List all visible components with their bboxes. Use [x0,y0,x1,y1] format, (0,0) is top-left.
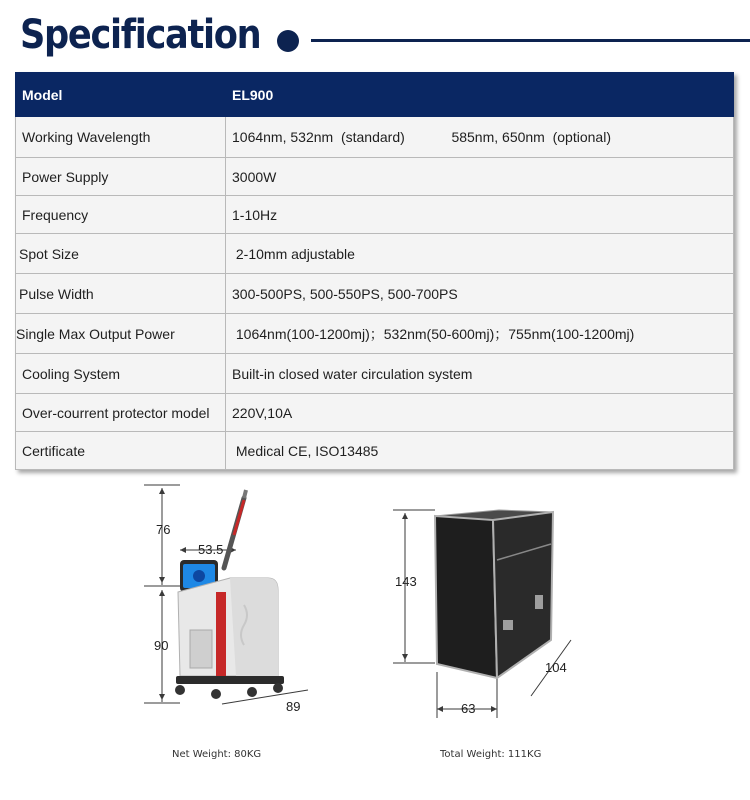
net-weight-caption: Net Weight: 80KG [172,749,262,760]
row-label: Power Supply [16,158,226,196]
laser-arm-icon [224,490,246,568]
title-rule [311,39,750,42]
row-value: Medical CE, ISO13485 [226,432,734,470]
table-row [16,234,734,274]
row-value: 3000W [226,158,734,196]
case-dimension-figure [385,500,585,730]
row-label: Frequency [16,196,226,234]
row-value: 220V,10A [226,394,734,432]
row-label: Single Max Output Power [16,314,226,354]
row-label: Cooling System [16,354,226,394]
table-header-row [16,73,734,117]
row-value: Built-in closed water circulation system [226,354,734,394]
table-row [16,432,734,470]
row-label: Spot Size [16,234,226,274]
dim-width-label: 53.5 [198,542,224,557]
case-dim-width-label: 63 [461,701,476,716]
header-label: Model [16,73,226,117]
machine-dimension-figure [140,480,330,720]
row-label: Working Wavelength [16,117,226,158]
page-title: Specification [20,12,261,58]
table-row [16,354,734,394]
table-row [16,274,734,314]
case-dim-height-label: 143 [395,574,417,589]
dim-body-label: 90 [154,638,169,653]
table-row [16,394,734,432]
table-row [16,196,734,234]
row-value: 300-500PS, 500-550PS, 500-700PS [226,274,734,314]
row-value: 1064nm, 532nm (standard) 585nm, 650nm (optional) [226,117,734,158]
row-label: Certificate [16,432,226,470]
table-row [16,158,734,196]
dim-depth-label: 89 [286,699,301,714]
case-dim-depth-label: 104 [545,660,567,675]
dim-top-label: 76 [156,522,171,537]
row-label: Pulse Width [16,274,226,314]
spec-table [15,72,734,470]
row-value: 2-10mm adjustable [226,234,734,274]
laser-machine-icon [175,560,284,699]
row-value: 1064nm(100-1200mj)；532nm(50-600mj)；755nm(100-1200mj) [226,314,734,354]
flight-case-icon [435,510,553,678]
table-row [16,117,734,158]
table-row [16,314,734,354]
title-dot [277,30,299,52]
row-label: Over-courrent protector model [16,394,226,432]
header-value: EL900 [226,73,734,117]
row-value: 1-10Hz [226,196,734,234]
total-weight-caption: Total Weight: 111KG [440,749,542,760]
